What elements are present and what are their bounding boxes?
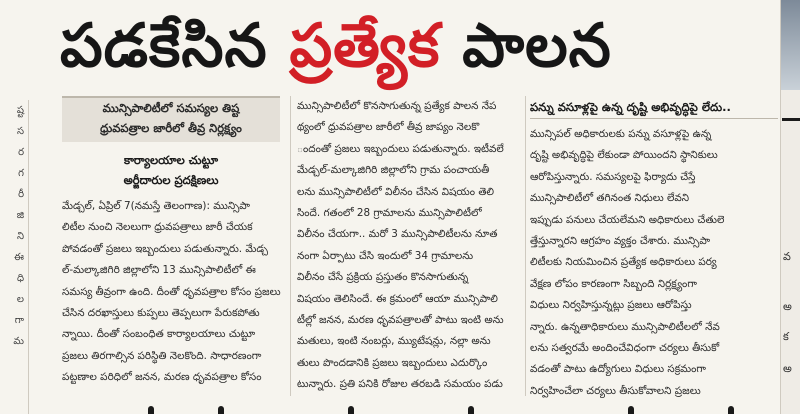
headline-word-3: పాలన (462, 11, 612, 81)
article-column-1 (62, 196, 282, 389)
body-line: లను సత్వరమే అందించేవిధంగా చర్యలు తీసుకో (530, 342, 720, 355)
body-line: విలీనం చేసే ప్రక్రియ ప్రస్తుతం కొనసాగుతున్న (297, 271, 469, 284)
body-line: మేడ్చల్, ఏప్రిల్ 7(నమస్తే తెలంగాణ): మున్సిపా (62, 200, 251, 212)
column-divider (525, 96, 526, 396)
edge-text: స (16, 126, 24, 137)
subheadline-line: ధ్రువపత్రాల జారీలో తీవ్ర నిర్లక్ష్యం (100, 121, 242, 135)
body-line: ందంతో ప్రజలు ఇబ్బందులు పడుతున్నారు. ఇటీవలే (297, 142, 504, 155)
edge-text: గ (18, 168, 24, 179)
headline-word-2: ప్రత్యేక (289, 11, 441, 81)
body-line: టున్నారు. ప్రతి పనికి రోజుల తరబడి సమయం పడు (297, 378, 503, 391)
body-line: విషయం తెలిసిందే. ఈ క్రమంలో ఆయా మున్సిపాలి (297, 292, 498, 305)
edge-text: ష్ట (16, 105, 24, 116)
section-heading: పన్ను వసూళ్లపై ఉన్న దృష్టి అభివృద్ధిపై లేదు.. (530, 96, 778, 119)
edge-text: ర (18, 147, 24, 158)
subheadline-box (62, 96, 280, 142)
body-line: న్నాయి. దీంతో సంబంధిత కార్యాలయాలు చుట్టూ (62, 328, 256, 341)
body-line: విధులు నిర్వహిస్తున్నట్లు ప్రజలు ఆరోపిస్తు (530, 299, 692, 312)
body-line: ఇప్పుడు పనులు చేయలేమని అధికారులు చేతులె (530, 213, 725, 226)
edge-rule (782, 118, 800, 121)
body-line: ఆరోపిస్తున్నారు. సమస్యలపై ఫిర్యాదు చేస్తే (530, 170, 696, 183)
body-line: మున్సిపాలిటీలో కొనసాగుతున్న ప్రత్యేక పాలన నేప (297, 100, 497, 112)
edge-glyph (628, 406, 634, 414)
edge-text: క (783, 330, 789, 343)
body-line: నంగా ఏర్పాటు చేసి ఇందులో 34 గ్రామాలను (297, 249, 474, 262)
body-line: లిటీలకు నియమించిన ప్రత్యేక అధికారులు పర్య (530, 256, 717, 269)
edge-photo (781, 0, 800, 90)
edge-glyph (148, 406, 154, 414)
body-line: లను మున్సిపాలిటీలో విలీనం చేసిన విషయం తెలి (297, 185, 495, 198)
adjacent-article-left-edge (0, 100, 29, 414)
body-line: న్నారు. ఉన్నతాధికారులు మున్సిపాలిటీలలో నేవ (530, 320, 720, 333)
headline-word-1: పడకేసిన (60, 11, 268, 81)
body-line: దృష్టి అభివృద్ధిపై లేకుండా పోయిందని స్థానికులు (530, 149, 718, 162)
body-line: పట్టణాల పరిధిలో జనన, మరణ ధృవపత్రాల కోసం (62, 371, 262, 384)
column-divider (290, 96, 291, 396)
body-line: లిటీల నుంచి నెలలుగా ధ్రువపత్రాలు జారీ చేయక (62, 221, 253, 234)
body-line: త్తేస్తున్నారని ఆగ్రహం వ్యక్తం చేశారు. మున్సిపా (530, 235, 711, 248)
body-line: వడంతో పాటు ఉద్యోగులు విధులు సక్రమంగా (530, 363, 706, 376)
body-line: వేక్షణ లోపం కారణంగా సిబ్బంది నిర్లక్ష్యంగా (530, 277, 697, 290)
edge-text: ధి (16, 273, 24, 284)
body-line: పోవడంతో ప్రజలు ఇబ్బందులు పడుతున్నారు. మేడ్చ (62, 242, 268, 255)
edge-text: గా (14, 315, 24, 326)
edge-glyph (728, 406, 734, 414)
body-line: ల్-మల్కాజిగిరి జిల్లాలోని 13 మున్సిపాలిటీలో ఈ (62, 264, 256, 277)
kicker (62, 150, 280, 194)
next-article-top-edge (28, 404, 780, 414)
edge-text: ల (16, 294, 24, 305)
kicker-line: కార్యాలయాల చుట్టూ (123, 153, 219, 167)
body-line: మున్సిపాలిటీలో తగినంత నిధులు లేవని (530, 192, 690, 205)
body-line: మున్సిపల్ అధికారులకు పన్ను వసూళ్లపై ఉన్న (530, 128, 712, 140)
edge-text: ని (16, 231, 24, 242)
article-column-2 (297, 96, 522, 396)
body-line: మతులు, ఇంటి నంబర్లు, మ్యుటేషన్లు, నల్లా అను (297, 335, 491, 348)
edge-text: ఈ (14, 252, 24, 263)
headline (60, 2, 780, 90)
edge-text: అ (783, 300, 792, 313)
body-line: సమస్య తీవ్రంగా ఉంది. దీంతో ధృవపత్రాల కోసం ప్రజలు (62, 285, 281, 298)
edge-text: అ (783, 362, 792, 375)
edge-glyph (218, 406, 224, 414)
subheadline-line: మున్సిపాలిటీలో సమస్యల తిష్ట (102, 101, 240, 115)
article-column-3 (530, 124, 778, 402)
kicker-line: అర్జీదారుల ప్రదక్షిణలు (123, 173, 219, 187)
body-line: టీల్లో జనన, మరణ ధృవపత్రాలతో పాటు ఇంటి అను (297, 314, 504, 327)
body-line: విలీనం చేయగా.. మరో 3 మున్సిపాలిటీలను నూత (297, 228, 498, 241)
body-line: మేడ్చల్-మల్కాజిగిరి జిల్లాలోని గ్రామ పంచాయతీ (297, 164, 490, 177)
edge-text: రీ (18, 189, 24, 200)
body-line: థ్యంలో ధ్రువపత్రాల జారీలో తీవ్ర జాప్యం నెలకొ (297, 121, 480, 134)
body-line: సిందే. గతంలో 28 గ్రామాలను మున్సిపాలిటీలో (297, 207, 482, 220)
body-line: తులు పొందడానికి ప్రజలు ఇబ్బందులు ఎదుర్కొం (297, 356, 488, 369)
edge-glyph (468, 406, 474, 414)
body-line: నిర్వహించేలా చర్యలు తీసుకోవాలని ప్రజలు (530, 384, 701, 397)
edge-text: వ (783, 250, 791, 263)
body-line: ప్రజలు తిరగాల్సిన పరిస్థితి నెలకొంది. సాధారణంగా (62, 349, 262, 362)
edge-text: జి (16, 210, 24, 221)
adjacent-article-right-edge (780, 0, 800, 414)
body-line: చేసిన దరఖాస్తులు కుప్పలు తెప్పలుగా పేరుకపోతు (62, 307, 260, 320)
edge-text: మ (13, 336, 24, 347)
edge-glyph (348, 406, 354, 414)
